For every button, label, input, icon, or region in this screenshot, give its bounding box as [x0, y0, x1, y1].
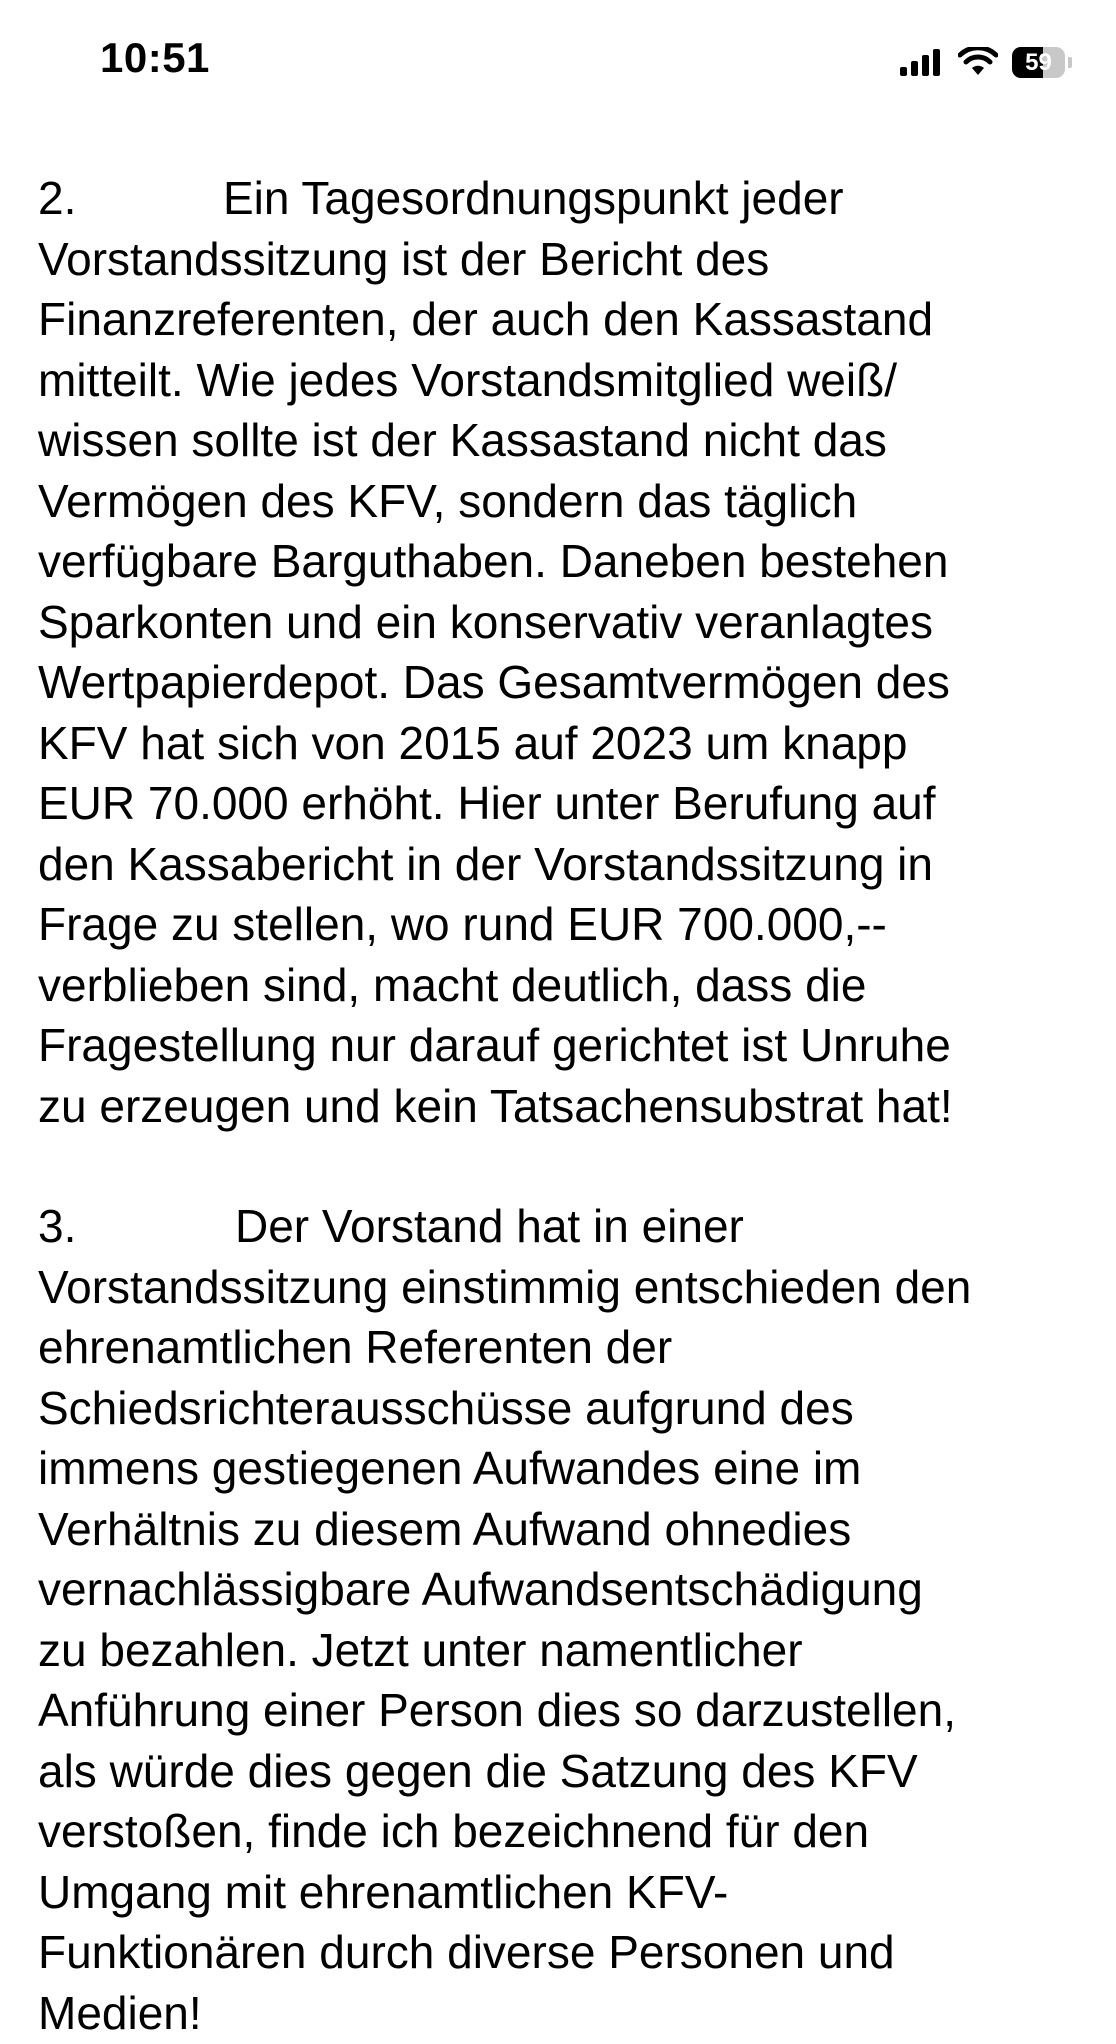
paragraph-line: mitteilt. Wie jedes Vorstandsmitglied weiß/ [38, 353, 897, 406]
paragraph-line: ehrenamtlichen Referenten der [38, 1321, 673, 1373]
battery-icon [1012, 47, 1072, 78]
document-body [38, 168, 1098, 2043]
paragraph-line: Anführung einer Person dies so darzustellen, [38, 1684, 957, 1736]
paragraph-line: Medien! [38, 1986, 202, 2039]
paragraph-line: Vorstandssitzung einstimmig entschieden den [38, 1260, 972, 1313]
paragraph-line: verstoßen, finde ich bezeichnend für den [38, 1805, 870, 1857]
paragraph-line: Frage zu stellen, wo rund EUR 700.000,-- [38, 898, 887, 950]
cellular-signal-icon [900, 48, 944, 76]
paragraph-line: Verhältnis zu diesem Aufwand ohnedies [38, 1502, 852, 1555]
paragraph-line [38, 168, 1098, 229]
battery-body [1012, 47, 1065, 78]
paragraph-line: verblieben sind, macht deutlich, dass die [38, 958, 867, 1011]
status-icons [900, 42, 1072, 82]
paragraph-3 [38, 1196, 1098, 2043]
paragraph-line: EUR 70.000 erhöht. Hier unter Berufung auf [38, 777, 936, 829]
paragraph-line: verfügbare Barguthaben. Daneben bestehen [38, 535, 949, 587]
paragraph-line: als würde dies gegen die Satzung des KFV [38, 1744, 918, 1797]
paragraph-line: den Kassabericht in der Vorstandssitzung in [38, 837, 933, 890]
battery-level: 59 [1025, 48, 1052, 76]
paragraph-line: zu bezahlen. Jetzt unter namentlicher [38, 1623, 803, 1676]
paragraph-line-text: Ein Tagesordnungspunkt jeder [223, 172, 844, 224]
paragraph-line: Wertpapierdepot. Das Gesamtvermögen des [38, 656, 950, 708]
paragraph-line: Vermögen des KFV, sondern das täglich [38, 474, 858, 527]
paragraph-line: Fragestellung nur darauf gerichtet ist Unruhe [38, 1019, 951, 1071]
paragraph-line: zu erzeugen und kein Tatsachensubstrat hat! [38, 1079, 953, 1132]
paragraph-line: Schiedsrichterausschüsse aufgrund des [38, 1381, 854, 1434]
wifi-icon [958, 47, 998, 77]
paragraph-line: Umgang mit ehrenamtlichen KFV- [38, 1865, 729, 1918]
paragraph-line-text: Der Vorstand hat in einer [235, 1200, 744, 1252]
status-bar [0, 0, 1116, 130]
paragraph-2 [38, 168, 1098, 1136]
paragraph-line: Funktionären durch diverse Personen und [38, 1926, 895, 1978]
paragraph-line: wissen sollte ist der Kassastand nicht das [38, 414, 887, 466]
paragraph-line [38, 1196, 1098, 1257]
paragraph-line: Finanzreferenten, der auch den Kassastand [38, 293, 934, 345]
paragraph-line: KFV hat sich von 2015 auf 2023 um knapp [38, 716, 908, 769]
paragraph-number: 3. [38, 1200, 77, 1252]
paragraph-line: Vorstandssitzung ist der Bericht des [38, 232, 770, 285]
paragraph-line: immens gestiegenen Aufwandes eine im [38, 1442, 862, 1494]
paragraph-line: Sparkonten und ein konservativ veranlagtes [38, 595, 934, 648]
status-time: 10:51 [100, 34, 210, 81]
paragraph-line: vernachlässigbare Aufwandsentschädigung [38, 1563, 923, 1615]
paragraph-number: 2. [38, 172, 77, 224]
battery-cap [1068, 57, 1072, 68]
